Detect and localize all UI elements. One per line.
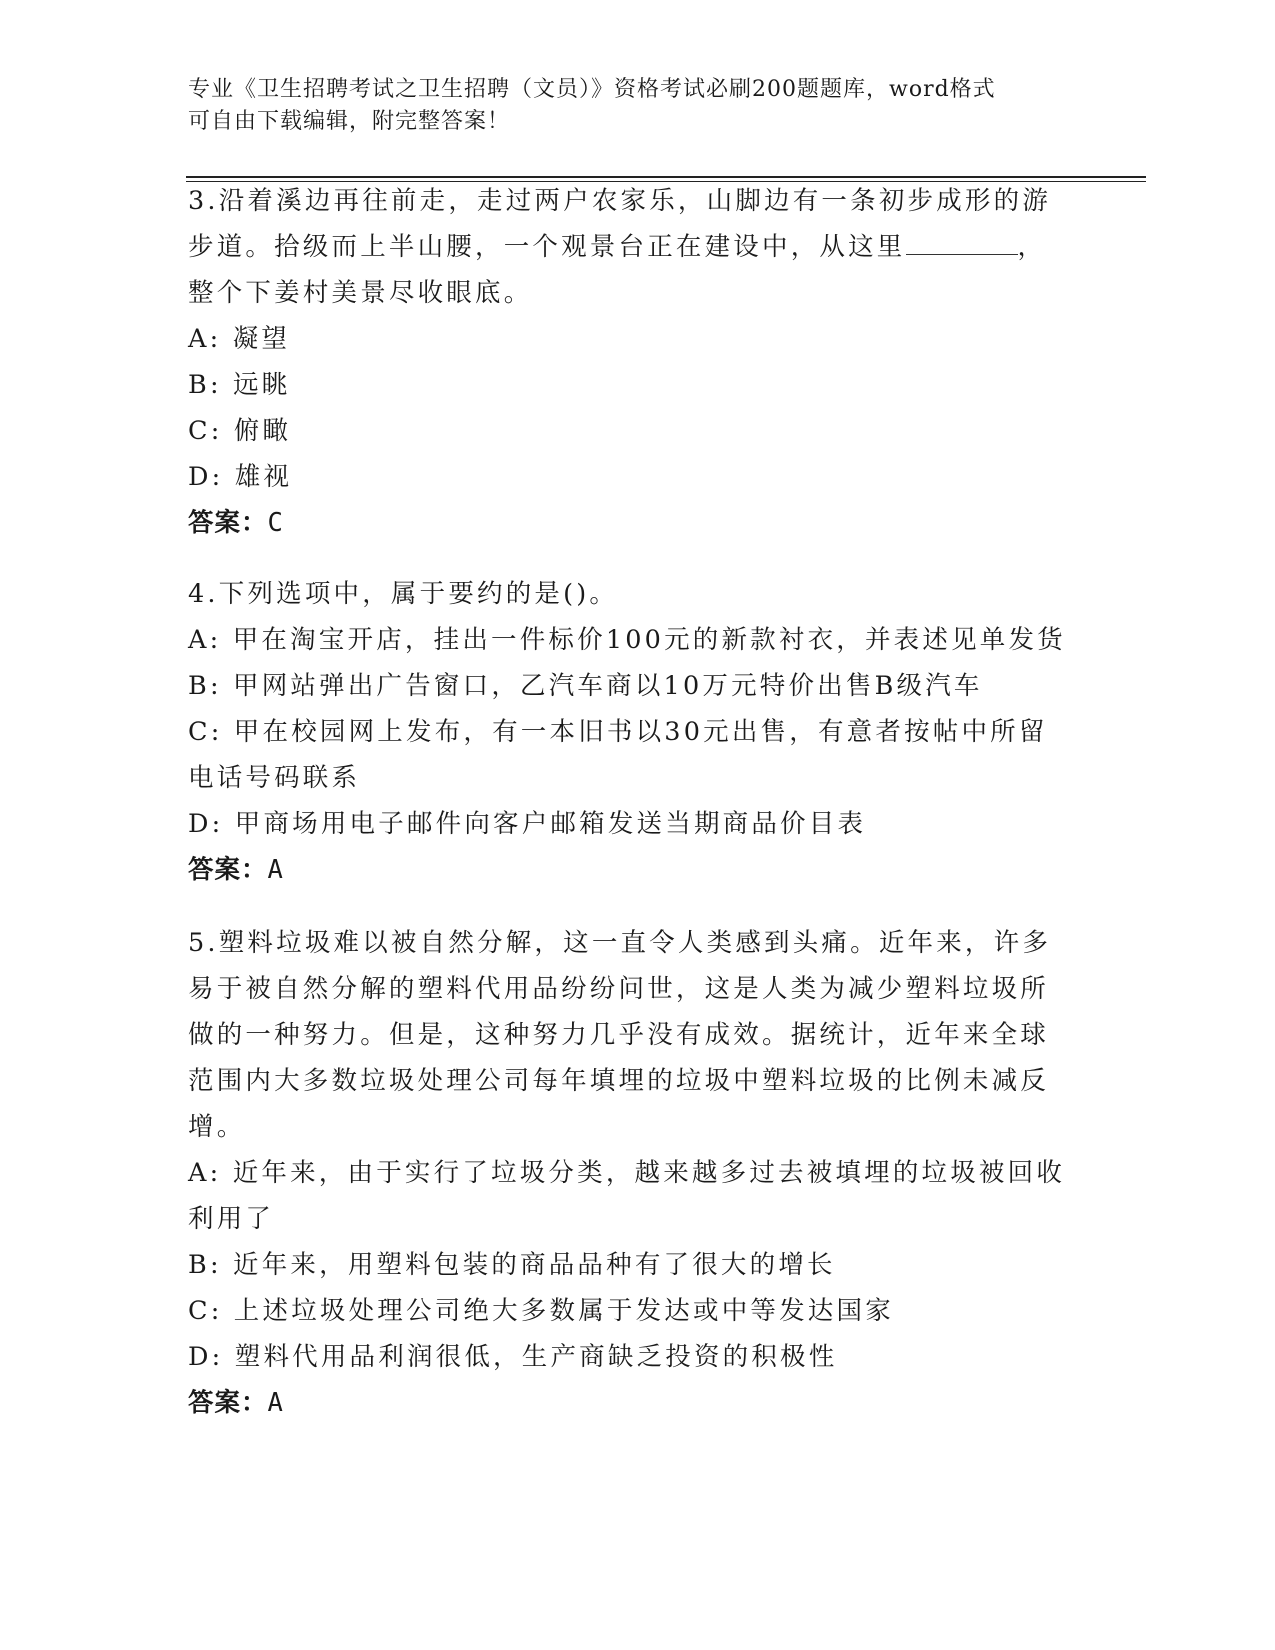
option-a: A: 近年来，由于实行了垃圾分类，越来越多过去被填埋的垃圾被回收 xyxy=(188,1158,1066,1188)
question-stem-line: 整个下姜村美景尽收眼底。 xyxy=(188,278,533,308)
answer xyxy=(188,847,1088,893)
answer xyxy=(188,1380,1088,1426)
option-c: C: 俯瞰 xyxy=(188,416,292,446)
stem-text: 步道。拾级而上半山腰，一个观景台正在建设中，从这里 xyxy=(188,232,906,262)
header-line-2: 可自由下载编辑，附完整答案！ xyxy=(188,109,511,134)
question-4 xyxy=(188,571,1088,893)
question-stem-line: 易于被自然分解的塑料代用品纷纷问世，这是人类为减少塑料垃圾所 xyxy=(188,974,1050,1004)
answer-label: 答案： xyxy=(188,508,268,538)
question-5 xyxy=(188,920,1088,1426)
option-b: B: 甲网站弹出广告窗口，乙汽车商以10万元特价出售B级汽车 xyxy=(188,671,983,701)
question-stem-line: 5.塑料垃圾难以被自然分解，这一直令人类感到头痛。近年来，许多 xyxy=(188,928,1052,958)
option-b: B: 近年来，用塑料包装的商品品种有了很大的增长 xyxy=(188,1250,836,1280)
answer-value: C xyxy=(267,508,284,538)
question-3 xyxy=(188,178,1088,546)
answer-label: 答案： xyxy=(188,855,268,885)
answer xyxy=(188,500,1088,546)
question-stem-line: 4.下列选项中，属于要约的是()。 xyxy=(188,579,619,609)
option-d: D: 雄视 xyxy=(188,462,293,492)
question-stem-line: 3.沿着溪边再往前走，走过两户农家乐，山脚边有一条初步成形的游 xyxy=(188,186,1052,216)
answer-value: A xyxy=(267,855,284,885)
option-c: C: 上述垃圾处理公司绝大多数属于发达或中等发达国家 xyxy=(188,1296,894,1326)
question-stem-line: 增。 xyxy=(188,1112,246,1142)
option-d: D: 塑料代用品利润很低，生产商缺乏投资的积极性 xyxy=(188,1342,838,1372)
fill-blank xyxy=(906,234,1018,255)
document-header xyxy=(188,74,1068,138)
answer-label: 答案： xyxy=(188,1388,268,1418)
question-stem-line: 范围内大多数垃圾处理公司每年填埋的垃圾中塑料垃圾的比例未减反 xyxy=(188,1066,1050,1096)
stem-text: ， xyxy=(1017,232,1047,262)
option-b: B: 远眺 xyxy=(188,370,291,400)
answer-value: A xyxy=(267,1388,284,1418)
option-a: A: 甲在淘宝开店，挂出一件标价100元的新款衬衣，并表述见单发货 xyxy=(188,625,1066,655)
option-a-continued: 利用了 xyxy=(188,1204,275,1234)
header-line-1: 专业《卫生招聘考试之卫生招聘（文员）》资格考试必刷200题题库，word格式 xyxy=(188,77,996,102)
option-d: D: 甲商场用电子邮件向客户邮箱发送当期商品价目表 xyxy=(188,809,867,839)
option-c-continued: 电话号码联系 xyxy=(188,763,361,793)
question-stem-line: 做的一种努力。但是，这种努力几乎没有成效。据统计，近年来全球 xyxy=(188,1020,1050,1050)
option-a: A: 凝望 xyxy=(188,324,291,354)
option-c: C: 甲在校园网上发布，有一本旧书以30元出售，有意者按帖中所留 xyxy=(188,717,1048,747)
question-stem-line xyxy=(188,224,1088,270)
